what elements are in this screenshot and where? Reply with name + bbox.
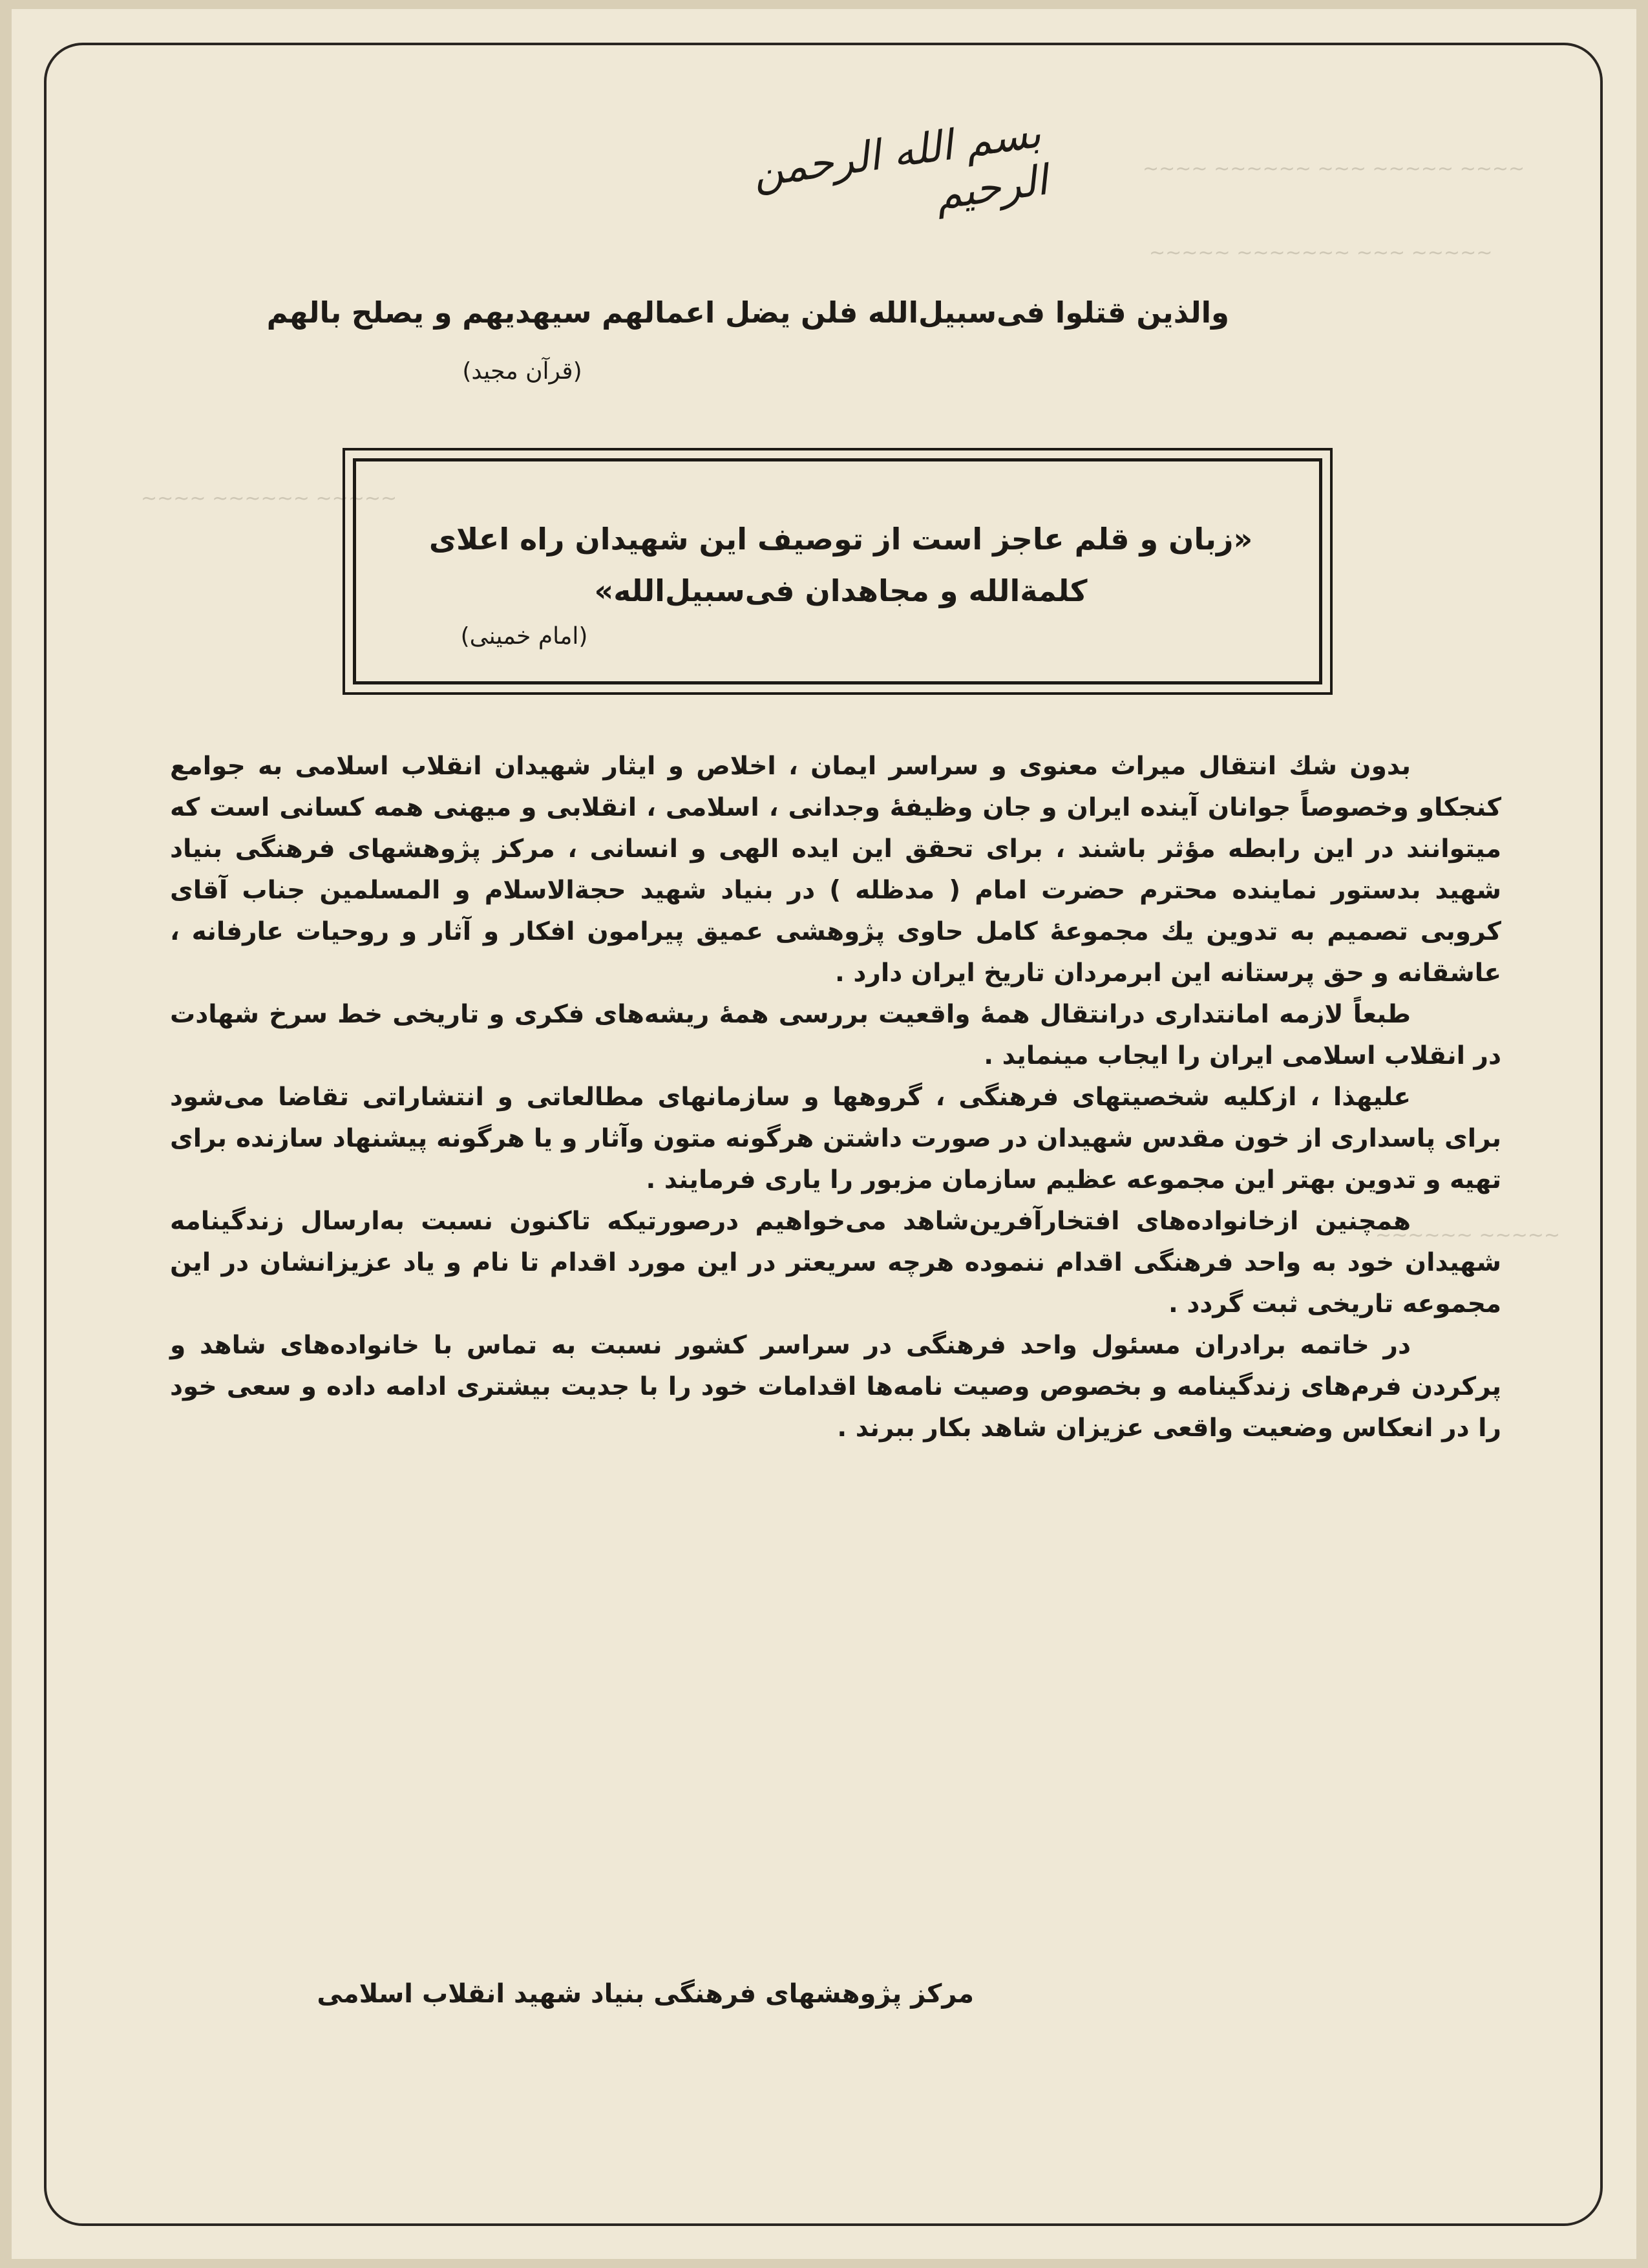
signature: مركز پژوهشهای فرهنگی بنیاد شهید انقلاب اسلامی [317, 1979, 974, 2009]
document-page [12, 9, 1636, 2259]
quote-text: «زبان و قلم عاجز است از توصیف این شهیدان راه اعلای کلمة‌الله و مجاهدان فی‌سبیل‌الله» [428, 522, 1253, 608]
show-through-ink: ~~~~~ ~~~~~~ ~~~~ [141, 487, 397, 510]
show-through-ink: ~~~~ ~~~~~ ~~~ ~~~~~~ ~~~~ [1143, 158, 1525, 180]
show-through-ink: ~~~~~ ~~~~~~ [1375, 1224, 1561, 1247]
show-through-ink: ~~~~~ ~~~ ~~~~~~~ ~~~~~ [1149, 242, 1493, 264]
paragraph: همچنین ازخانواده‌های افتخارآفرین‌شاهد می‌خواهیم درصورتیكه تاكنون نسبت به‌ارسال زندگینامه شهیدان خود به واحد فرهنگی اقدام ننموده هرچه سریعتر در این مورد اقدام تا نام و یاد عزیزانشان در این مجموعه تاریخی ثبت گردد . [170, 1207, 1501, 1319]
bismillah-heading: بسم الله الرحمن الرحیم [750, 109, 1051, 220]
paragraph: بدون شك انتقال میراث معنوی و سراسر ایمان ، اخلاص و ایثار شهیدان انقلاب اسلامی به جوامع كنجكاو وخصوصاً جوانان آینده ایران و جان وظیفهٔ وجدانی ، اسلامی ، انقلابی و میهنی همه كسانی است كه میتوانند در این رابطه مؤثر باشند ، برای تحقق این ایده الهی و انسانی ، مركز پژوهشهای فرهنگی بنیاد شهید بدستور نماینده محترم حضرت امام ( مدظله ) در بنیاد شهید حجةالاسلام و المسلمین جناب آقای كروبی تصمیم به تدوین یك مجموعهٔ كامل حاوی پژوهشی عمیق پیرامون افكار و آثار و روحیات عارفانه ، عاشقانه و حق پرستانه این ابرمردان تاریخ ایران دارد . [170, 752, 1501, 988]
paragraph: علیهذا ، ازكلیه شخصیتهای فرهنگی ، گروهها و سازمانهای مطالعاتی و انتشاراتی تقاضا می‌شود برای پاسداری از خون مقدس شهیدان در صورت داشتن هرگونه متون وآثار و یا هرگونه پیشنهاد سازنده برای تهیه و تدوین بهتر این مجموعه عظیم سازمان مزبور را یاری فرمایند . [170, 1083, 1501, 1194]
paragraph: در خاتمه برادران مسئول واحد فرهنگی در سراسر كشور نسبت به تماس با خانواده‌های شاهد و پركردن فرم‌های زندگینامه و بخصوص وصیت نامه‌ها اقدامات خود را با جدیت بیشتری ادامه داده و سعی خود را در انعكاس وضعیت واقعی عزیزان شاهد بكار ببرند . [170, 1331, 1501, 1443]
quote-box [353, 458, 1322, 684]
body-text [170, 746, 1501, 1449]
quote-author: (امام خمینی) [460, 623, 588, 650]
paragraph: طبعاً لازمه امانتداری درانتقال همهٔ واقعیت بررسی همهٔ ریشه‌های فكری و تاریخی خط سرخ شهادت در انقلاب اسلامی ایران را ایجاب مینماید . [170, 1000, 1501, 1070]
quran-source: (قرآن مجید) [462, 358, 582, 385]
quran-verse: والذین قتلوا فی‌سبیل‌الله فلن یضل اعمالهم سیهدیهم و یصلح بالهم [266, 295, 1229, 330]
